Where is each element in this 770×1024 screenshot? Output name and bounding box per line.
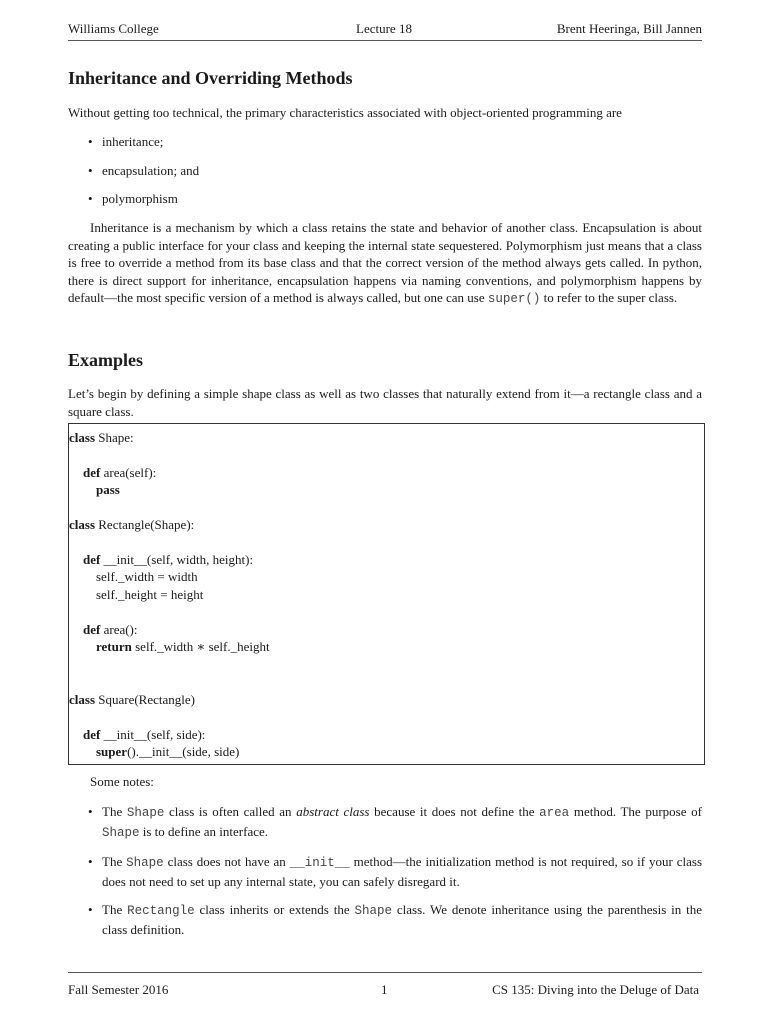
code-line: def __init__(self, width, height): <box>83 552 254 567</box>
header-lecture: Lecture 18 <box>356 21 412 36</box>
code-line: class Shape: <box>69 430 134 445</box>
section-title-inheritance: Inheritance and Overriding Methods <box>68 68 353 88</box>
document-page <box>68 0 702 1024</box>
examples-intro-paragraph: Let’s begin by defining a simple shape class as well as two classes that naturally extend from it—a rectangle class and a square class. <box>68 386 702 419</box>
list-item: • polymorphism <box>88 191 178 207</box>
footer-course: CS 135: Diving into the Deluge of Data <box>492 982 699 997</box>
code-listing <box>68 423 705 765</box>
code-line: def __init__(self, side): <box>83 727 206 742</box>
list-item: • inheritance; <box>88 134 164 149</box>
header-authors: Brent Heeringa, Bill Jannen <box>556 21 702 36</box>
page-header <box>68 20 702 41</box>
oop-explanation-paragraph: Inheritance is a mechanism by which a class retains the state and behavior of another class. Encapsulation is about creating a public interface for your class and keeping the internal state sequestered. Polymorphism just means that a class is free to override a method from its base class and that the correct version of the method always gets called. In python, there is direct support for inheritance, encapsulation happens via naming conventions, and polymorphism happens by default—the most specific version of a method is always called, but one can use super() to refer to the super class. <box>68 220 702 307</box>
code-line: super().__init__(side, side) <box>96 744 240 759</box>
code-line: return self._width ∗ self._height <box>96 639 270 654</box>
bullet-icon: • <box>88 162 93 178</box>
code-line: self._height = height <box>96 587 204 602</box>
page-footer <box>68 972 702 1003</box>
intro-paragraph: Without getting too technical, the primary characteristics associated with object-oriented programming are <box>68 105 622 120</box>
footer-semester: Fall Semester 2016 <box>68 982 169 997</box>
notes-label: Some notes: <box>90 774 154 789</box>
bullet-icon: • <box>88 854 93 870</box>
list-item: • The Shape class does not have an __init__ method—the initialization method is not required, so if your class does not need to set up any internal state, you can safely disregard it. <box>88 854 703 889</box>
bullet-icon: • <box>88 191 93 207</box>
bullet-icon: • <box>88 134 93 149</box>
code-line: def area(): <box>83 622 138 637</box>
list-item: • The Shape class is often called an abstract class because it does not define the area method. The purpose of Shape is to define an interface. <box>88 804 702 840</box>
code-line: class Square(Rectangle) <box>69 692 195 707</box>
section-title-examples: Examples <box>68 350 144 370</box>
list-item: • encapsulation; and <box>88 162 200 178</box>
page-number: 1 <box>381 982 388 997</box>
code-line: pass <box>96 482 120 497</box>
oop-characteristics-list <box>68 133 702 208</box>
code-super: super() <box>487 292 541 307</box>
bullet-icon: • <box>88 902 93 918</box>
list-item: • The Rectangle class inherits or extends the Shape class. We denote inheritance using the parenthesis in the class definition. <box>88 902 702 937</box>
code-line: def area(self): <box>83 465 157 480</box>
code-line: class Rectangle(Shape): <box>69 517 195 532</box>
header-institution: Williams College <box>68 21 159 36</box>
bullet-icon: • <box>88 804 93 819</box>
notes-list <box>68 803 702 939</box>
code-line: self._width = width <box>96 569 198 584</box>
